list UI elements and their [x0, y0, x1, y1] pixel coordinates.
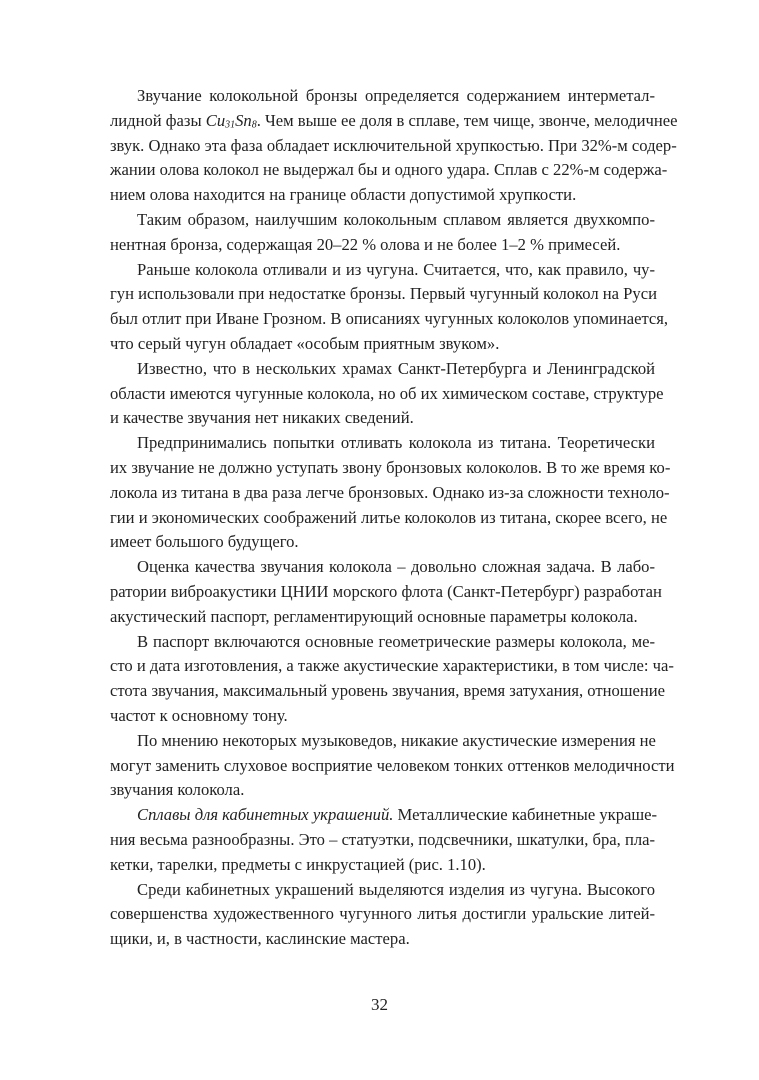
text-line: Таким образом, наилучшим колокольным сплавом является двухкомпо- [137, 209, 655, 229]
text-line: и качестве звучания нет никаких сведений. [110, 408, 414, 428]
text-line: Среди кабинетных украшений выделяются изделия из чугуна. Высокого [137, 879, 655, 899]
text-line: сто и дата изготовления, а также акустические характеристики, в том числе: ча- [110, 656, 674, 676]
text-line: ратории виброакустики ЦНИИ морского флота (Санкт-Петербург) разработан [110, 581, 662, 601]
text-line: звучания колокола. [110, 780, 245, 800]
section-heading: Сплавы для кабинетных украшений. [137, 805, 394, 825]
text-line: гун использовали при недостатке бронзы. Первый чугунный колокол на Руси [110, 284, 657, 304]
text-line: Раньше колокола отливали и из чугуна. Считается, что, как правило, чу- [137, 259, 655, 279]
formula: $Cu_{31}Sn_8$ [205, 110, 257, 131]
paragraph-7 [110, 630, 674, 729]
page-number: 32 [371, 995, 388, 1014]
paragraph-8 [110, 729, 675, 803]
text-line: что серый чугун обладает «особым приятным звуком». [110, 333, 500, 353]
text-line: В паспорт включаются основные геометрические размеры колокола, ме- [137, 631, 655, 651]
paragraph-3 [110, 258, 669, 357]
text-line-with-heading [110, 803, 658, 828]
paragraph-10 [110, 878, 655, 952]
text-line: могут заменить слуховое восприятие человеком тонких оттенков мелодичности [110, 755, 675, 775]
paragraph-4 [110, 357, 664, 431]
text-line: совершенства художественного чугунного литья достигли уральские литей- [110, 904, 655, 924]
text-line: Оценка качества звучания колокола – довольно сложная задача. В лабо- [137, 557, 655, 577]
text-line: нием олова находится на границе области допустимой хрупкости. [110, 185, 577, 205]
text-line: щики, и, в частности, каслинские мастера. [110, 929, 410, 949]
paragraph-1 [110, 84, 678, 208]
text-fragment: Металлические кабинетные украше- [393, 805, 658, 825]
text-line: Известно, что в нескольких храмах Санкт-Петербурга и Ленинградской [137, 358, 655, 378]
text-line: кетки, тарелки, предметы с инкрустацией (рис. 1.10). [110, 854, 486, 874]
text-line: нентная бронза, содержащая 20–22 % олова и не более 1–2 % примесей. [110, 234, 621, 254]
text-line: жании олова колокол не выдержал бы и одного удара. Сплав с 22%-м содержа- [110, 160, 668, 180]
text-line: области имеются чугунные колокола, но об их химическом составе, структуре [110, 383, 664, 403]
text-line: Звучание колокольной бронзы определяется содержанием интерметал- [137, 86, 655, 105]
paragraph-6 [110, 555, 662, 629]
text-line: Предпринимались попытки отливать колокола из титана. Теоретически [137, 433, 655, 453]
text-line: частот к основному тону. [110, 705, 288, 725]
text-line: стота звучания, максимальный уровень звучания, время затухания, отношение [110, 681, 666, 701]
paragraph-5 [110, 431, 671, 555]
text-line: акустический паспорт, регламентирующий основные параметры колокола. [110, 606, 638, 626]
text-line: По мнению некоторых музыковедов, никакие акустические измерения не [137, 730, 656, 750]
text-line-with-formula: лидной фазы $Cu_{31}Sn_8$. Чем выше ее доля в сплаве, тем чище, звонче, мелодичнее [110, 110, 678, 131]
text-line: их звучание не должно уступать звону бронзовых колоколов. В то же время ко- [110, 457, 671, 477]
text-line: звук. Однако эта фаза обладает исключительной хрупкостью. При 32%-м содер- [110, 135, 677, 155]
body-text [110, 84, 678, 952]
text-line: локола из титана в два раза легче бронзовых. Однако из-за сложности техноло- [110, 482, 670, 502]
text-line: имеет большого будущего. [110, 532, 299, 552]
paragraph-9 [110, 803, 658, 877]
text-line: ния весьма разнообразны. Это – статуэтки, подсвечники, шкатулки, бра, пла- [110, 829, 655, 849]
text-line: был отлит при Иване Грозном. В описаниях чугунных колоколов упоминается, [110, 309, 669, 329]
text-line: гии и экономических соображений литье колоколов из титана, скорее всего, не [110, 507, 668, 527]
paragraph-2 [110, 208, 655, 258]
